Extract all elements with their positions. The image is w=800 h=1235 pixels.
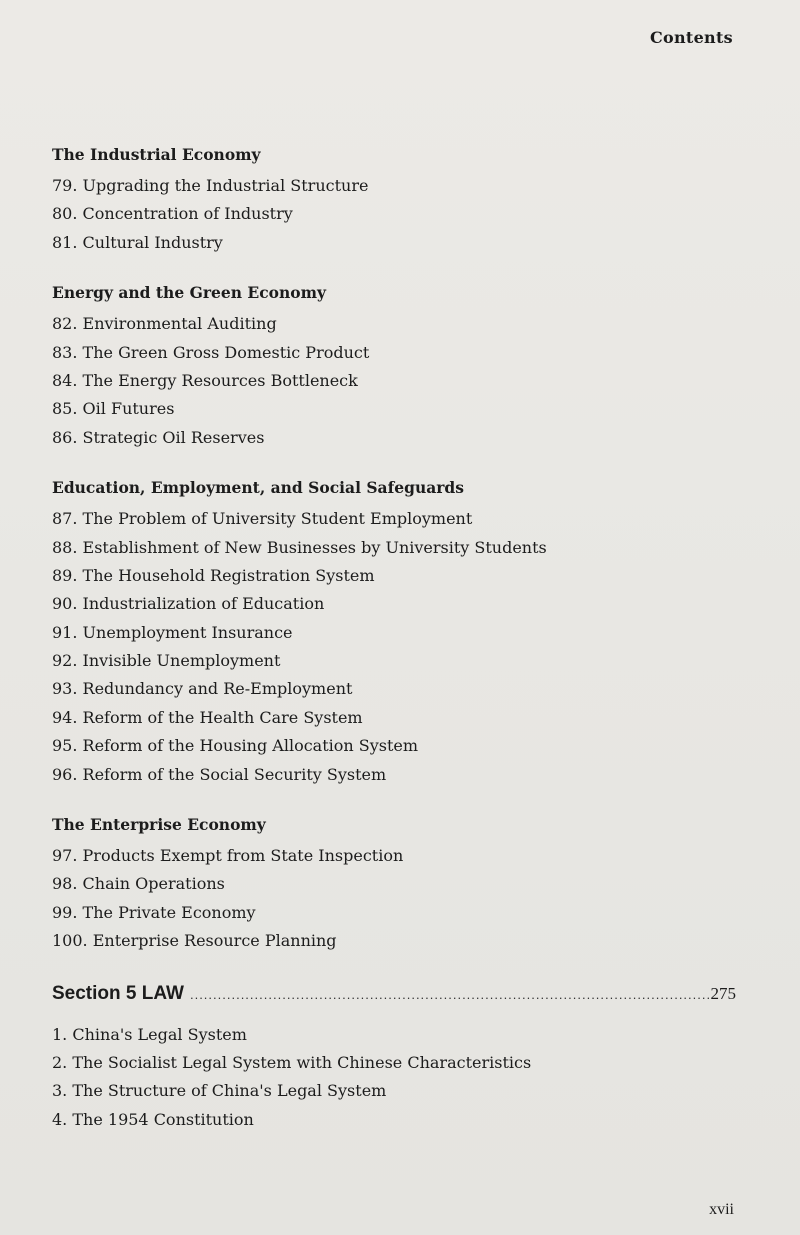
toc-entry: 90. Industrialization of Education xyxy=(52,594,325,614)
toc-entry: 85. Oil Futures xyxy=(52,399,175,419)
toc-entry: 87. The Problem of University Student Employment xyxy=(52,509,473,529)
group-heading: Education, Employment, and Social Safeguards xyxy=(52,478,464,498)
toc-group-education-employment xyxy=(52,475,742,789)
dot-leader xyxy=(190,980,709,1010)
toc-entry: 88. Establishment of New Businesses by University Students xyxy=(52,537,547,557)
running-head: Contents xyxy=(649,28,733,47)
section-title: Section 5 LAW xyxy=(52,982,184,1004)
page-folio: xvii xyxy=(709,1201,734,1218)
toc-entry: 100. Enterprise Resource Planning xyxy=(52,931,337,951)
toc-entry: 83. The Green Gross Domestic Product xyxy=(52,342,370,362)
toc-entry: 84. The Energy Resources Bottleneck xyxy=(52,370,358,390)
toc-entry: 91. Unemployment Insurance xyxy=(52,622,293,642)
toc-entry: 93. Redundancy and Re-Employment xyxy=(52,679,353,699)
toc-group-industrial-economy xyxy=(52,142,742,257)
toc-entry: 98. Chain Operations xyxy=(52,874,225,894)
toc-entry: 94. Reform of the Health Care System xyxy=(52,707,363,727)
toc-group-energy-green-economy xyxy=(52,280,742,452)
toc-entry: 86. Strategic Oil Reserves xyxy=(52,427,265,447)
toc-entry: 89. The Household Registration System xyxy=(52,565,375,585)
toc-entry: 1. China's Legal System xyxy=(52,1024,247,1044)
toc-entry: 99. The Private Economy xyxy=(52,902,256,922)
toc-group-enterprise-economy xyxy=(52,812,742,956)
toc-group-law xyxy=(52,1021,742,1135)
toc-entry: 96. Reform of the Social Security System xyxy=(52,764,387,784)
toc-entry: 79. Upgrading the Industrial Structure xyxy=(52,176,369,195)
toc-entry: 4. The 1954 Constitution xyxy=(52,1109,254,1129)
group-heading: The Enterprise Economy xyxy=(52,815,266,835)
toc-entry: 95. Reform of the Housing Allocation System xyxy=(52,736,419,756)
toc-entry: 2. The Socialist Legal System with Chinese Characteristics xyxy=(52,1052,532,1072)
toc-entry: 3. The Structure of China's Legal System xyxy=(52,1081,387,1101)
section-page-number: 275 xyxy=(710,983,736,1003)
table-of-contents xyxy=(52,142,742,1157)
toc-entry: 80. Concentration of Industry xyxy=(52,204,293,224)
toc-entry: 82. Environmental Auditing xyxy=(52,314,277,334)
toc-entry: 92. Invisible Unemployment xyxy=(52,651,281,671)
section-heading-line xyxy=(52,979,736,1009)
group-heading: The Industrial Economy xyxy=(52,145,261,164)
group-heading: Energy and the Green Economy xyxy=(52,283,326,303)
toc-entry: 97. Products Exempt from State Inspection xyxy=(52,846,404,866)
toc-entry: 81. Cultural Industry xyxy=(52,232,223,252)
